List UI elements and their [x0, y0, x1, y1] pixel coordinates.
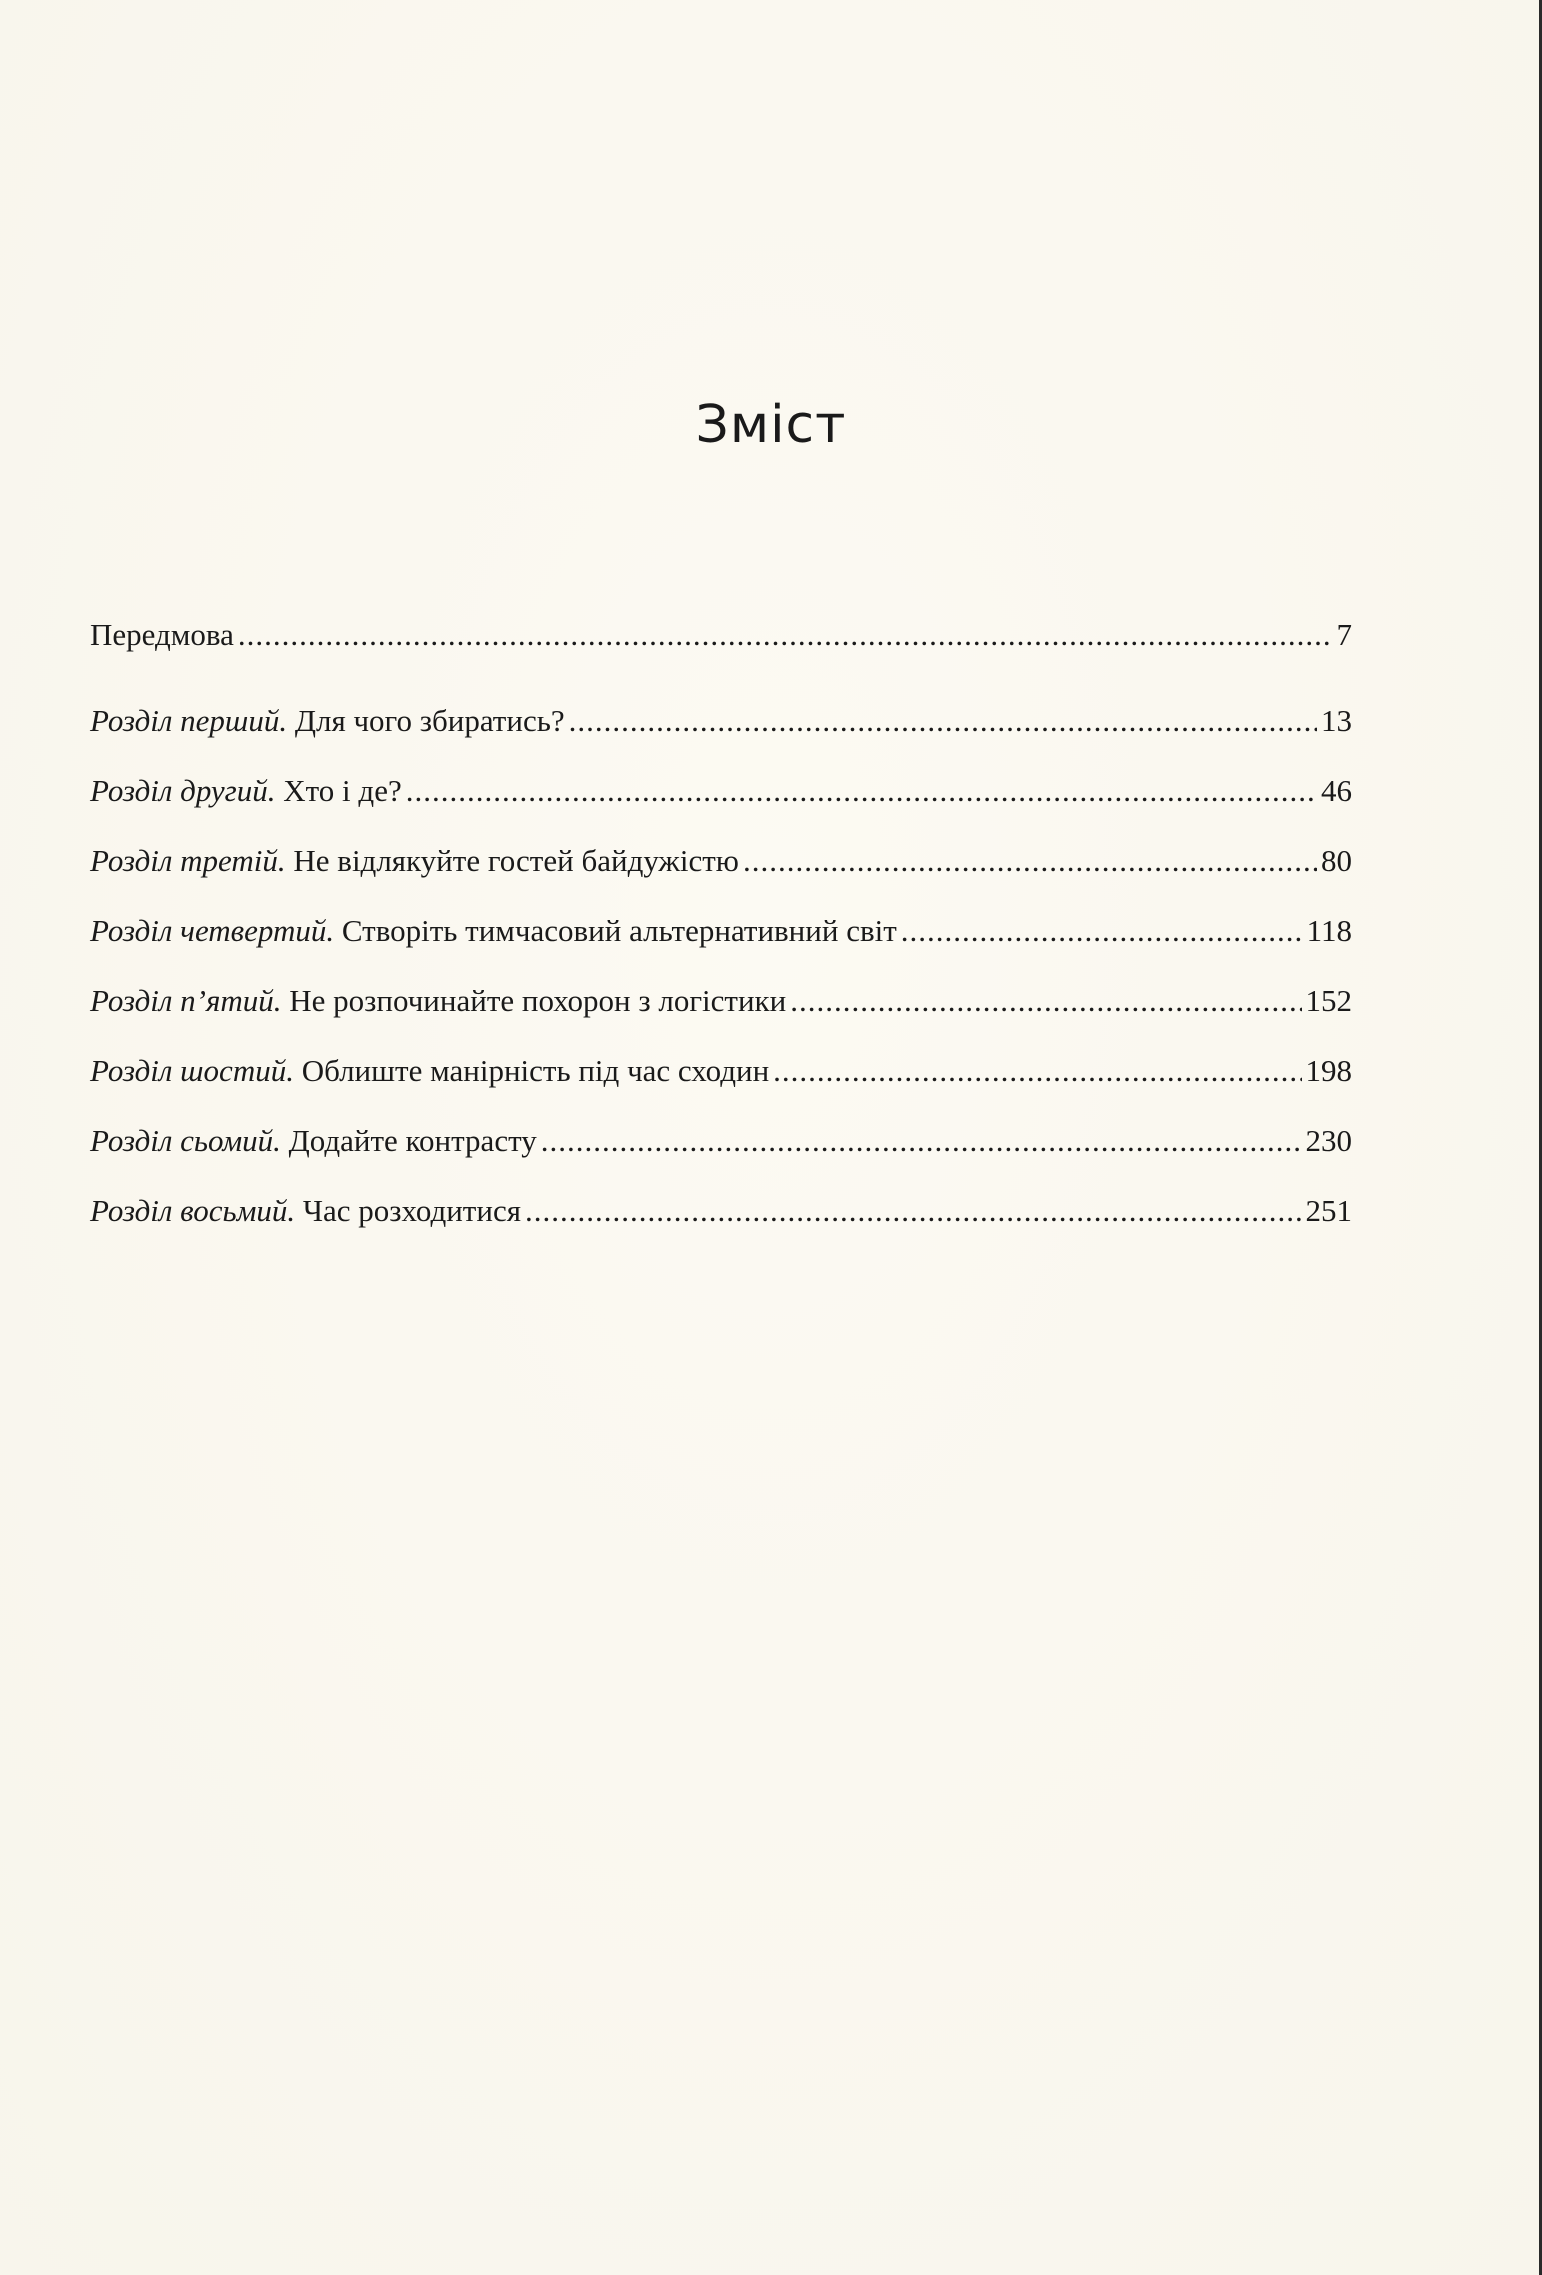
toc-entry-chapter-5	[90, 966, 1352, 1036]
toc-chapter-label: Розділ сьомий.	[90, 1123, 281, 1158]
toc-entry-chapter-8	[90, 1176, 1352, 1246]
toc-entry-title: Хто і де?	[275, 773, 402, 808]
toc-entry-chapter-2	[90, 756, 1352, 826]
toc-page-number: 46	[1321, 773, 1352, 808]
toc-entry-title: Облиште манірність під час сходин	[293, 1053, 770, 1088]
toc-chapter-label: Розділ п’ятий.	[90, 983, 282, 1018]
toc-entry-chapter-3	[90, 826, 1352, 896]
toc-entry-chapter-1	[90, 686, 1352, 756]
toc-chapter-label: Розділ перший.	[90, 703, 288, 738]
toc-page-number: 7	[1336, 617, 1352, 652]
toc-page-number: 80	[1321, 843, 1352, 878]
toc-chapter-label: Розділ шостий.	[90, 1053, 294, 1088]
toc-entry-title: Не розпочинайте похорон з логістики	[281, 983, 787, 1018]
table-of-contents	[90, 600, 1352, 1246]
toc-entry-title: Час розходитися	[295, 1193, 521, 1228]
toc-entry-title: Передмова	[90, 617, 234, 652]
dot-leader	[901, 896, 1303, 966]
dot-leader	[743, 826, 1317, 896]
dot-leader	[525, 1176, 1302, 1246]
toc-page-number: 152	[1305, 983, 1352, 1018]
toc-entry-title: Не відлякуйте гостей байдужістю	[285, 843, 739, 878]
toc-page-number: 198	[1305, 1053, 1352, 1088]
toc-entry-title: Для чого збиратись?	[287, 703, 565, 738]
toc-entry-preface	[90, 600, 1352, 670]
toc-chapter-label: Розділ третій.	[90, 843, 286, 878]
toc-entry-chapter-4	[90, 896, 1352, 966]
toc-page-number: 118	[1306, 913, 1352, 948]
dot-leader	[569, 686, 1317, 756]
page-title: Зміст	[695, 395, 847, 455]
dot-leader	[406, 756, 1317, 826]
toc-entry-chapter-7	[90, 1106, 1352, 1176]
dot-leader	[541, 1106, 1302, 1176]
dot-leader	[790, 966, 1301, 1036]
toc-chapter-label: Розділ четвертий.	[90, 913, 335, 948]
toc-entry-title: Додайте контрасту	[280, 1123, 537, 1158]
toc-page-number: 251	[1305, 1193, 1352, 1228]
toc-chapter-label: Розділ другий.	[90, 773, 276, 808]
toc-page-number: 230	[1305, 1123, 1352, 1158]
toc-entry-chapter-6	[90, 1036, 1352, 1106]
toc-entry-title: Створіть тимчасовий альтернативний світ	[334, 913, 897, 948]
dot-leader	[773, 1036, 1301, 1106]
toc-page-number: 13	[1321, 703, 1352, 738]
toc-chapter-label: Розділ восьмий.	[90, 1193, 296, 1228]
dot-leader	[238, 600, 1333, 670]
